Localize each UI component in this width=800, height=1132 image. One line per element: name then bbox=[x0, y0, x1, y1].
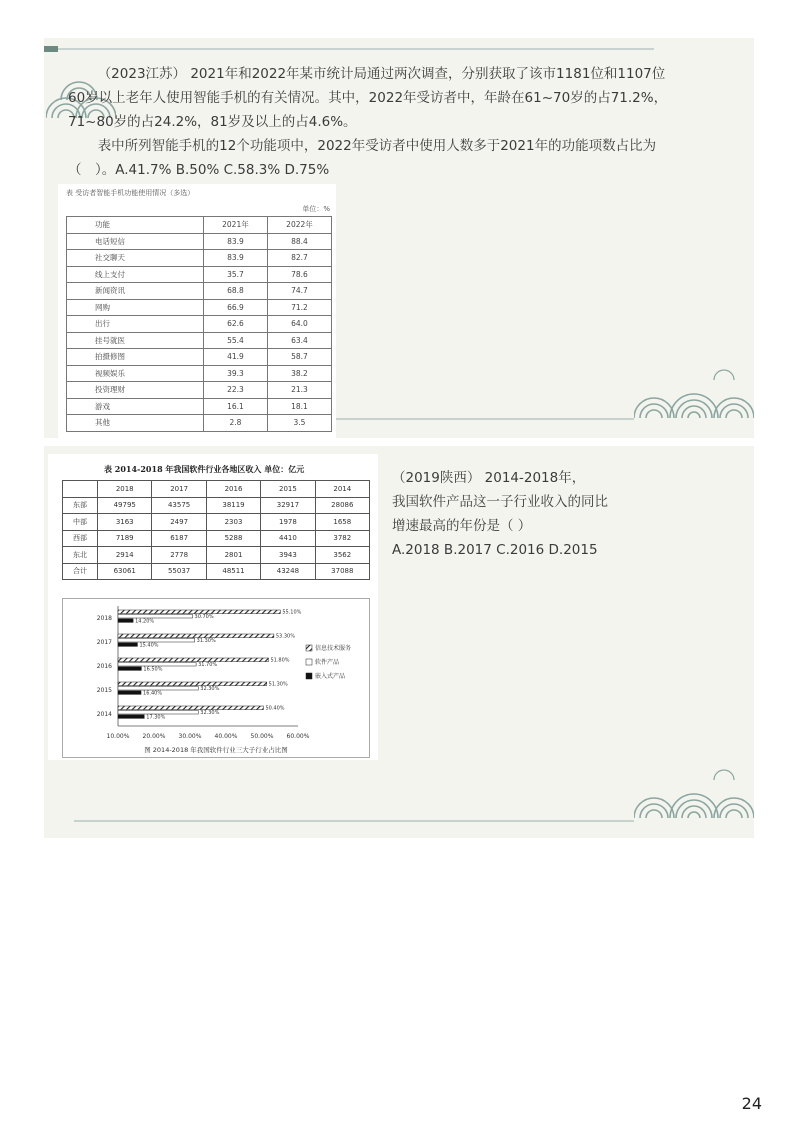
table-cell: 中部 bbox=[63, 514, 98, 531]
table-cell: 21.3 bbox=[267, 382, 331, 399]
y-tick-label: 2018 bbox=[96, 615, 112, 622]
y-tick-label: 2016 bbox=[96, 663, 112, 670]
bar bbox=[118, 715, 144, 719]
data-label: 31.30% bbox=[196, 638, 216, 644]
top-divider bbox=[44, 48, 654, 50]
table-cell: 43575 bbox=[152, 497, 206, 514]
table-header-cell: 2017 bbox=[152, 481, 206, 498]
data-label: 17.30% bbox=[146, 714, 166, 721]
table-cell: 3163 bbox=[98, 514, 152, 531]
table-cell: 7189 bbox=[98, 530, 152, 547]
table-cell: 视频娱乐 bbox=[67, 365, 204, 382]
bar bbox=[118, 643, 137, 647]
data-label: 51.30% bbox=[268, 681, 288, 688]
x-tick-label: 10.00% bbox=[106, 733, 130, 740]
table-row bbox=[67, 349, 332, 366]
wave-ornament-icon bbox=[634, 768, 754, 820]
bar bbox=[118, 667, 141, 671]
x-tick-label: 20.00% bbox=[142, 733, 166, 740]
table-header-row bbox=[67, 217, 332, 234]
table-cell: 68.8 bbox=[203, 283, 267, 300]
table-row bbox=[67, 233, 332, 250]
bar-chart bbox=[62, 598, 370, 758]
bar bbox=[118, 619, 133, 623]
table-cell: 2778 bbox=[152, 547, 206, 564]
y-tick-label: 2014 bbox=[96, 711, 112, 718]
table-row bbox=[63, 547, 370, 564]
table-cell: 63.4 bbox=[267, 332, 331, 349]
slide-question-1 bbox=[44, 38, 754, 438]
y-tick-label: 2015 bbox=[96, 687, 112, 694]
x-tick-label: 40.00% bbox=[214, 733, 238, 740]
question-2-line: A.2018 B.2017 C.2016 D.2015 bbox=[392, 542, 598, 558]
table-cell: 5288 bbox=[206, 530, 260, 547]
table-cell: 83.9 bbox=[203, 250, 267, 267]
table-cell: 18.1 bbox=[267, 398, 331, 415]
table-cell: 东部 bbox=[63, 497, 98, 514]
table-cell: 2303 bbox=[206, 514, 260, 531]
table-cell: 西部 bbox=[63, 530, 98, 547]
table-cell: 64.0 bbox=[267, 316, 331, 333]
question-1-paragraph: 表中所列智能手机的12个功能项中，2022年受访者中使用人数多于2021年的功能项数占比为（ ）。A.41.7% B.50% C.58.3% D.75% bbox=[68, 138, 657, 178]
bar bbox=[118, 682, 267, 686]
data-label: 51.80% bbox=[270, 657, 290, 664]
x-tick-label: 60.00% bbox=[286, 733, 310, 740]
table-cell: 28086 bbox=[315, 497, 369, 514]
table-row bbox=[63, 514, 370, 531]
data-label: 32.30% bbox=[200, 686, 220, 692]
data-label: 16.40% bbox=[143, 690, 163, 697]
table-header-cell bbox=[63, 481, 98, 498]
table-cell: 22.3 bbox=[203, 382, 267, 399]
table-cell: 拍摄修图 bbox=[67, 349, 204, 366]
data-label: 50.40% bbox=[265, 705, 285, 712]
table-cell: 16.1 bbox=[203, 398, 267, 415]
table-1-unit: 单位：% bbox=[302, 205, 330, 213]
question-2-line: 增速最高的年份是（ ） bbox=[392, 518, 532, 534]
question-2-line: 我国软件产品这一子行业收入的同比 bbox=[392, 494, 608, 510]
data-label: 53.30% bbox=[275, 633, 295, 640]
table-row bbox=[67, 299, 332, 316]
table-cell: 新闻资讯 bbox=[67, 283, 204, 300]
table-cell: 2801 bbox=[206, 547, 260, 564]
table-cell: 1658 bbox=[315, 514, 369, 531]
table-cell: 社交聊天 bbox=[67, 250, 204, 267]
bar bbox=[118, 658, 268, 662]
table-cell: 合计 bbox=[63, 563, 98, 580]
bar bbox=[118, 706, 263, 710]
table-row bbox=[67, 365, 332, 382]
table-1-caption: 表 受访者智能手机功能使用情况（多选） bbox=[66, 189, 195, 197]
question-2-line: （2019陕西） 2014-2018年， bbox=[392, 470, 586, 486]
table-1-card bbox=[58, 184, 336, 438]
table-cell: 2.8 bbox=[203, 415, 267, 432]
table-row bbox=[67, 382, 332, 399]
table-cell: 3782 bbox=[315, 530, 369, 547]
slide-question-2 bbox=[44, 446, 754, 838]
table-cell: 38119 bbox=[206, 497, 260, 514]
table-row bbox=[63, 530, 370, 547]
table-cell: 88.4 bbox=[267, 233, 331, 250]
table-row bbox=[67, 332, 332, 349]
table-row bbox=[67, 266, 332, 283]
table-cell: 38.2 bbox=[267, 365, 331, 382]
x-tick-label: 30.00% bbox=[178, 733, 202, 740]
table-row bbox=[67, 398, 332, 415]
table-cell: 其他 bbox=[67, 415, 204, 432]
table-cell: 35.7 bbox=[203, 266, 267, 283]
table-header-row bbox=[63, 481, 370, 498]
table-row bbox=[63, 497, 370, 514]
data-label: 14.20% bbox=[135, 618, 155, 625]
table-cell: 71.2 bbox=[267, 299, 331, 316]
table-cell: 49795 bbox=[98, 497, 152, 514]
table-2-card bbox=[48, 454, 378, 760]
data-label: 16.50% bbox=[143, 666, 163, 673]
table-header-cell: 2014 bbox=[315, 481, 369, 498]
table-cell: 4410 bbox=[261, 530, 315, 547]
table-cell: 出行 bbox=[67, 316, 204, 333]
x-tick-label: 50.00% bbox=[250, 733, 274, 740]
chart-title: 图 2014-2018 年我国软件行业三大子行业占比图 bbox=[144, 746, 288, 754]
data-label: 32.30% bbox=[200, 710, 220, 716]
table-1 bbox=[66, 216, 332, 432]
table-row bbox=[63, 563, 370, 580]
table-cell: 43248 bbox=[261, 563, 315, 580]
table-row bbox=[67, 250, 332, 267]
table-cell: 3562 bbox=[315, 547, 369, 564]
table-cell: 63061 bbox=[98, 563, 152, 580]
wave-ornament-icon bbox=[634, 368, 754, 420]
table-cell: 41.9 bbox=[203, 349, 267, 366]
bar bbox=[118, 614, 193, 618]
table-row bbox=[67, 415, 332, 432]
table-row bbox=[67, 316, 332, 333]
bar bbox=[118, 691, 141, 695]
data-label: 31.70% bbox=[198, 662, 218, 668]
legend-swatch bbox=[306, 673, 312, 679]
table-cell: 39.3 bbox=[203, 365, 267, 382]
table-header-cell: 2015 bbox=[261, 481, 315, 498]
question-2-text bbox=[392, 466, 632, 562]
question-1-paragraph: （2023江苏） 2021年和2022年某市统计局通过两次调查，分别获取了该市1181位和1107位60岁以上老年人使用智能手机的有关情况。其中，2022年受访者中，年龄在61~70岁的占71.2%，71~80岁的占24.2%，81岁及以上的占4.6%。 bbox=[68, 66, 668, 130]
table-cell: 线上支付 bbox=[67, 266, 204, 283]
table-cell: 2497 bbox=[152, 514, 206, 531]
table-cell: 83.9 bbox=[203, 233, 267, 250]
table-cell: 37088 bbox=[315, 563, 369, 580]
table-cell: 48511 bbox=[206, 563, 260, 580]
table-cell: 网购 bbox=[67, 299, 204, 316]
legend-entry: 软件产品 bbox=[315, 659, 340, 666]
table-cell: 58.7 bbox=[267, 349, 331, 366]
table-cell: 6187 bbox=[152, 530, 206, 547]
table-header-cell: 2016 bbox=[206, 481, 260, 498]
table-cell: 游戏 bbox=[67, 398, 204, 415]
table-header-cell: 2018 bbox=[98, 481, 152, 498]
table-cell: 2914 bbox=[98, 547, 152, 564]
data-label: 30.70% bbox=[194, 614, 214, 620]
table-2-caption: 表 2014-2018 年我国软件行业各地区收入 单位：亿元 bbox=[104, 464, 305, 474]
page-number: 24 bbox=[741, 1094, 762, 1113]
legend-swatch bbox=[306, 659, 312, 665]
table-cell: 32917 bbox=[261, 497, 315, 514]
table-cell: 电话短信 bbox=[67, 233, 204, 250]
table-cell: 挂号就医 bbox=[67, 332, 204, 349]
table-cell: 78.6 bbox=[267, 266, 331, 283]
data-label: 15.40% bbox=[139, 642, 159, 649]
legend-entry: 嵌入式产品 bbox=[315, 673, 346, 680]
table-cell: 3943 bbox=[261, 547, 315, 564]
bottom-divider bbox=[74, 820, 634, 822]
table-cell: 66.9 bbox=[203, 299, 267, 316]
table-cell: 74.7 bbox=[267, 283, 331, 300]
question-1-text bbox=[68, 62, 668, 182]
table-cell: 55037 bbox=[152, 563, 206, 580]
table-cell: 投资理财 bbox=[67, 382, 204, 399]
table-cell: 62.6 bbox=[203, 316, 267, 333]
table-header-cell: 2022年 bbox=[267, 217, 331, 234]
table-cell: 82.7 bbox=[267, 250, 331, 267]
table-header-cell: 功能 bbox=[67, 217, 204, 234]
data-label: 55.10% bbox=[282, 609, 302, 616]
table-cell: 55.4 bbox=[203, 332, 267, 349]
legend-swatch bbox=[306, 645, 312, 651]
table-2 bbox=[62, 480, 370, 580]
table-cell: 1978 bbox=[261, 514, 315, 531]
table-cell: 东北 bbox=[63, 547, 98, 564]
table-header-cell: 2021年 bbox=[203, 217, 267, 234]
table-cell: 3.5 bbox=[267, 415, 331, 432]
legend-entry: 信息技术服务 bbox=[315, 645, 352, 652]
y-tick-label: 2017 bbox=[96, 639, 112, 646]
table-row bbox=[67, 283, 332, 300]
